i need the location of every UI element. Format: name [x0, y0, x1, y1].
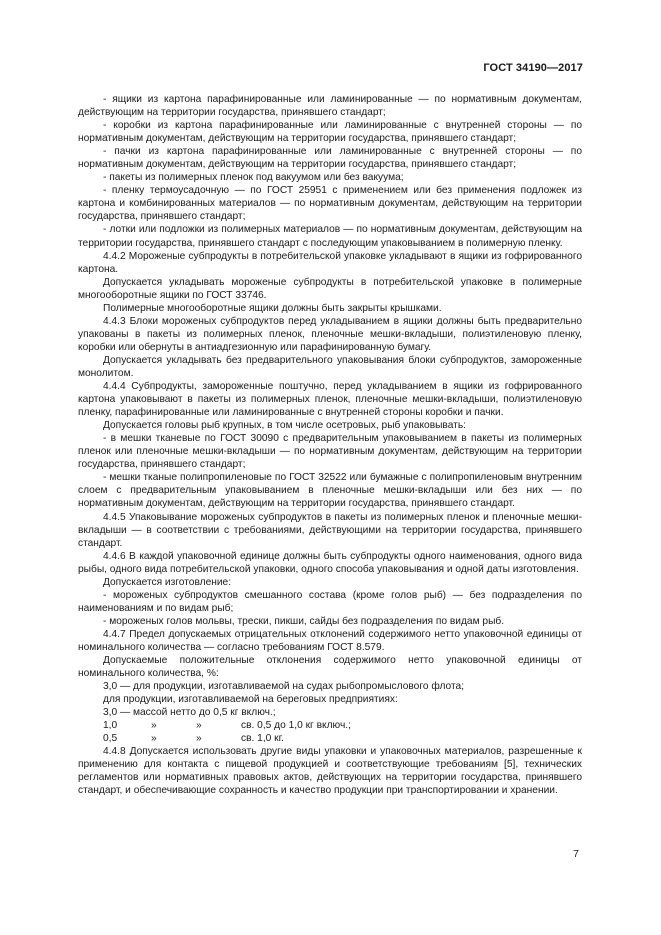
ditto-mark: » [151, 720, 157, 732]
section-4-4-2: 4.4.2 Мороженые субпродукты в потребительской упаковке укладывают в ящики из гофрированного картона. [78, 250, 582, 275]
paragraph: Допускается головы рыб крупных, в том числе осетровых, рыб упаковывать: [103, 420, 466, 432]
section-4-4-6: 4.4.6 В каждой упаковочной единице должны быть субпродукты одного наименования, одного вида рыбы, одного вида потребительской упаковки, одного способа упаковывания и одной даты изготовления. [78, 550, 582, 575]
tolerance-row [78, 719, 582, 732]
section-4-4-5: 4.4.5 Упаковывание мороженых субпродуктов в пакеты из полимерных пленок и пленочные мешки-вкладыши — в соответствии с требованиями, действующими на территории государства, принявшего стандарт. [78, 511, 582, 549]
paragraph: 3,0 — для продукции, изготавливаемой на судах рыбопромыслового флота; [103, 681, 465, 693]
paragraph: Допускаемые положительные отклонения содержимого нетто упаковочной единицы от номинального количества, %: [78, 655, 582, 680]
section-4-4-4: 4.4.4 Субпродукты, замороженные поштучно, перед укладыванием в ящики из гофрированного картона упаковывают в пакеты из полимерных пленок, пленочные мешки-вкладыши, полиэтиленовую пленку, парафинированные или ламинированные с внутренней стороны коробки и пачки. [78, 381, 582, 419]
tolerance-value: 0,5 [103, 733, 118, 745]
section-4-4-8: 4.4.8 Допускается использовать другие виды упаковки и упаковочных материалов, разрешенные к применению для контакта с пищевой продукцией и соответствующие требованиям [5], технических регламентов или нормативных правовых актов, действующих на территории государства, принявшего стандарт, и обеспечивающие сохранность и качество продукции при транспортировании и хранении. [78, 746, 582, 797]
paragraph: - мороженых голов мольвы, трески, пикши, сайды без подразделения по видам рыб. [103, 615, 505, 627]
tolerance-text: св. 1,0 кг. [241, 733, 284, 745]
paragraph: Полимерные многооборотные ящики должны быть закрыты крышками. [103, 302, 442, 314]
ditto-mark: » [151, 733, 157, 745]
paragraph: - лотки или подложки из полимерных материалов — по нормативным документам, действующим на территории государства, принявшего стандарт с последующим упаковыванием в полимерную пленку. [78, 224, 582, 249]
page-number: 7 [573, 848, 579, 860]
ditto-mark: » [196, 720, 202, 732]
paragraph: - мороженых субпродуктов смешанного состава (кроме голов рыб) — без подразделения по наименованиям и по видам рыб; [78, 589, 582, 614]
section-4-4-3: 4.4.3 Блоки мороженых субпродуктов перед укладыванием в ящики должны быть предварительно упакованы в пакеты из полимерных пленок, пленочные мешки-вкладыши, полиэтиленовую пленку, коробки или обернуты в антиадгезионную или парафинированную бумагу. [78, 315, 582, 353]
paragraph: - мешки тканые полипропиленовые по ГОСТ 32522 или бумажные с полипропиленовым внутренним слоем с предварительным упаковыванием в пленочные мешки-вкладыши или без них — по нормативным документам, действующим на территории государства, принявшего стандарт. [78, 472, 582, 510]
tolerance-row [78, 732, 582, 745]
tolerance-value: 1,0 [103, 720, 118, 732]
document-body [78, 93, 582, 798]
paragraph: - пакеты из полимерных пленок под вакуумом или без вакуума; [103, 172, 404, 184]
paragraph: Допускается укладывать мороженые субпродукты в потребительской упаковке в полимерные многооборотные ящики по ГОСТ 33746. [78, 276, 582, 301]
document-code-header: ГОСТ 34190—2017 [483, 62, 583, 74]
paragraph: - ящики из картона парафинированные или ламинированные — по нормативным документам, действующим на территории государства, принявшего стандарт; [78, 94, 582, 119]
paragraph: Допускается изготовление: [103, 576, 232, 588]
tolerance-text: св. 0,5 до 1,0 кг включ.; [241, 720, 351, 732]
paragraph: - пачки из картона парафинированные или ламинированные с внутренней стороны — по нормативным документам, действующим на территории государства, принявшего стандарт; [78, 146, 582, 171]
paragraph: - коробки из картона парафинированные или ламинированные с внутренней стороны — по нормативным документам, действующим на территории государства, принявшего стандарт; [78, 120, 582, 145]
paragraph: Допускается укладывать без предварительного упаковывания блоки субпродуктов, замороженные монолитом. [78, 354, 582, 379]
section-4-4-7: 4.4.7 Предел допускаемых отрицательных отклонений содержимого нетто упаковочной единицы от номинального количества — согласно требованиям ГОСТ 8.579. [78, 628, 582, 653]
paragraph: 3,0 — массой нетто до 0,5 кг включ.; [103, 707, 276, 719]
paragraph: для продукции, изготавливаемой на береговых предприятиях: [103, 694, 398, 706]
ditto-mark: » [196, 733, 202, 745]
paragraph: - пленку термоусадочную — по ГОСТ 25951 с применением или без применения подложек из картона и комбинированных материалов — по нормативным документам, действующим на территории государства, принявшего стандарт; [78, 185, 582, 223]
paragraph: - в мешки тканевые по ГОСТ 30090 с предварительным упаковыванием в пакеты из полимерных пленок или пленочные мешки-вкладыши — по нормативным документам, действующим на территории государства, принявшего стандарт; [78, 433, 582, 471]
